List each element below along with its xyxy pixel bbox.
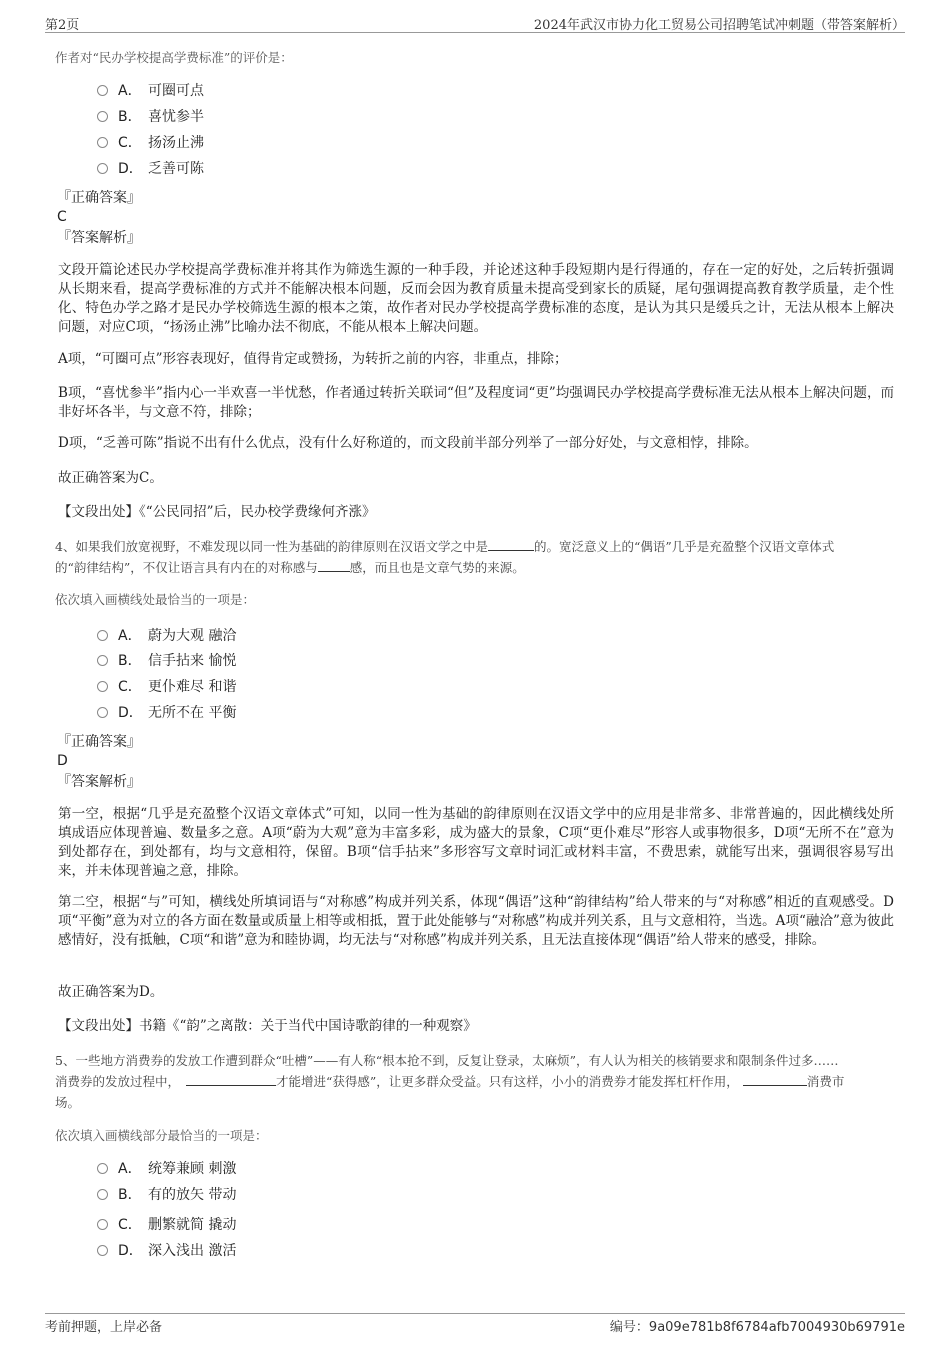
- q4-stem: 4、如果我们放宽视野，不难发现以同一性为基础的韵律原则在汉语文学之中是 的。宽泛意义上的“偶语”几乎是充盈整个汉语文章体式 的“韵律结构”，不仅让语言具有内在的对称感与 感，而且也是文章气势的来源。: [55, 539, 835, 575]
- q4-analysis-paragraph: 故正确答案为D。: [58, 984, 164, 1000]
- q3-option-c[interactable]: C． 扬汤止沸: [97, 132, 204, 154]
- footer-slogan: 考前押题，上岸必备: [45, 1320, 163, 1335]
- q3-analysis-label: 『答案解析』: [57, 230, 141, 246]
- q5-option-a[interactable]: A． 统筹兼顾 刺激: [97, 1158, 236, 1180]
- blank-line[interactable]: [186, 1072, 276, 1086]
- document-title: 2024年武汉市协力化工贸易公司招聘笔试冲刺题（带答案解析）: [533, 18, 905, 33]
- radio-icon[interactable]: [97, 1189, 108, 1200]
- q3-option-a[interactable]: A． 可圈可点: [97, 80, 204, 102]
- radio-icon[interactable]: [97, 111, 108, 122]
- radio-icon[interactable]: [97, 630, 108, 641]
- q4-option-a[interactable]: A． 蔚为大观 融洽: [97, 625, 236, 647]
- q3-analysis-paragraph: A项，“可圈可点”形容表现好，值得肯定或赞扬，为转折之前的内容，非重点，排除；: [58, 351, 568, 367]
- q5-option-b[interactable]: B． 有的放矢 带动: [97, 1184, 236, 1206]
- radio-icon[interactable]: [97, 1163, 108, 1174]
- document-code: 编号：9a09e781b8f6784afb7004930b69791e: [609, 1320, 905, 1335]
- q3-answer: C: [57, 209, 67, 225]
- q5-option-d[interactable]: D． 深入浅出 激活: [97, 1240, 236, 1262]
- q4-source: 【文段出处】书籍《“韵”之离散：关于当代中国诗歌韵律的一种观察》: [58, 1018, 477, 1034]
- q3-option-b[interactable]: B． 喜忧参半: [97, 106, 204, 128]
- page-header: [45, 12, 905, 33]
- radio-icon[interactable]: [97, 137, 108, 148]
- q3-analysis-paragraph: 故正确答案为C。: [58, 470, 163, 486]
- q3-option-d[interactable]: D． 乏善可陈: [97, 158, 204, 180]
- q5-option-c[interactable]: C． 删繁就简 撬动: [97, 1214, 236, 1236]
- radio-icon[interactable]: [97, 1245, 108, 1256]
- q4-option-b[interactable]: B． 信手拈来 愉悦: [97, 650, 236, 672]
- q3-analysis-paragraph: 文段开篇论述民办学校提高学费标准并将其作为筛选生源的一种手段，并论述这种手段短期内是行得通的，存在一定的好处，之后转折强调从长期来看，提高学费标准的方式并不能解决根本问题，反而会因为教育质量未提高受到家长的质疑，尾句强调提高教育教学质量，走个性化、特色办学之路才是民办学校筛选生源的根本之策，故作者对民办学校提高学费标准的态度，是认为其只是缓兵之计，无法从根本上解决问题，对应C项，“扬汤止沸”比喻办法不彻底，不能从根本上解决问题。: [58, 262, 894, 335]
- q4-prompt: 依次填入画横线处最恰当的一项是：: [55, 592, 256, 607]
- radio-icon[interactable]: [97, 681, 108, 692]
- blank-line[interactable]: [488, 537, 534, 551]
- blank-line[interactable]: [318, 558, 350, 572]
- q3-prompt: 作者对“民办学校提高学费标准”的评价是：: [55, 50, 293, 65]
- page-footer: [45, 1313, 905, 1334]
- q4-answer-label: 『正确答案』: [57, 734, 141, 750]
- q4-option-c[interactable]: C． 更仆难尽 和谐: [97, 676, 236, 698]
- radio-icon[interactable]: [97, 707, 108, 718]
- radio-icon[interactable]: [97, 1219, 108, 1230]
- q3-analysis-paragraph: B项，“喜忧参半”指内心一半欢喜一半忧愁，作者通过转折关联词“但”及程度词“更”均强调民办学校提高学费标准无法从根本上解决问题，而非好坏各半，与文意不符，排除；: [58, 385, 894, 420]
- radio-icon[interactable]: [97, 163, 108, 174]
- q4-option-d[interactable]: D． 无所不在 平衡: [97, 702, 236, 724]
- radio-icon[interactable]: [97, 655, 108, 666]
- q4-answer: D: [57, 753, 68, 769]
- q4-analysis-paragraph: 第一空，根据“几乎是充盈整个汉语文章体式”可知，以同一性为基础的韵律原则在汉语文学中的应用是非常多、非常普遍的，因此横线处所填成语应体现普遍、数量多之意。A项“蔚为大观”意为丰富多彩，成为盛大的景象，C项“更仆难尽”形容人或事物很多，D项“无所不在”意为到处都存在，到处都有，均与文意相符，保留。B项“信手拈来”多形容写文章时词汇或材料丰富，不费思索，就能写出来，强调很容易写出来，并未体现普遍之意，排除。: [58, 806, 894, 879]
- q3-analysis-paragraph: D项，“乏善可陈”指说不出有什么优点，没有什么好称道的，而文段前半部分列举了一部分好处，与文意相悖，排除。: [58, 435, 758, 451]
- blank-line[interactable]: [743, 1072, 807, 1086]
- page-number: 第2页: [45, 18, 80, 33]
- q5-prompt: 依次填入画横线部分最恰当的一项是：: [55, 1128, 268, 1143]
- q4-analysis-paragraph: 第二空，根据“与”可知，横线处所填词语与“对称感”构成并列关系，体现“偶语”这种“韵律结构”给人带来的与“对称感”相近的直观感受。D项“平衡”意为对立的各方面在数量或质量上相等或相抵，置于此处能够与“对称感”构成并列关系，且与文意相符，当选。A项“融洽”意为彼此感情好，没有抵触，C项“和谐”意为和睦协调，均无法与“对称感”构成并列关系，且无法直接体现“偶语”给人带来的感受，排除。: [58, 894, 894, 948]
- q5-stem: 5、一些地方消费券的发放工作遭到群众“吐槽”——有人称“根本抢不到，反复让登录，太麻烦”，有人认为相关的核销要求和限制条件过多…… 消费券的发放过程中， 才能增进“获得感”，让更多群众受益。只有这样，小小的消费券才能发挥杠杆作用， 消费市 场。: [55, 1053, 845, 1110]
- radio-icon[interactable]: [97, 85, 108, 96]
- q3-source: 【文段出处】《“公民同招”后，民办校学费缘何齐涨》: [58, 504, 376, 520]
- q4-analysis-label: 『答案解析』: [57, 774, 141, 790]
- q3-answer-label: 『正确答案』: [57, 190, 141, 206]
